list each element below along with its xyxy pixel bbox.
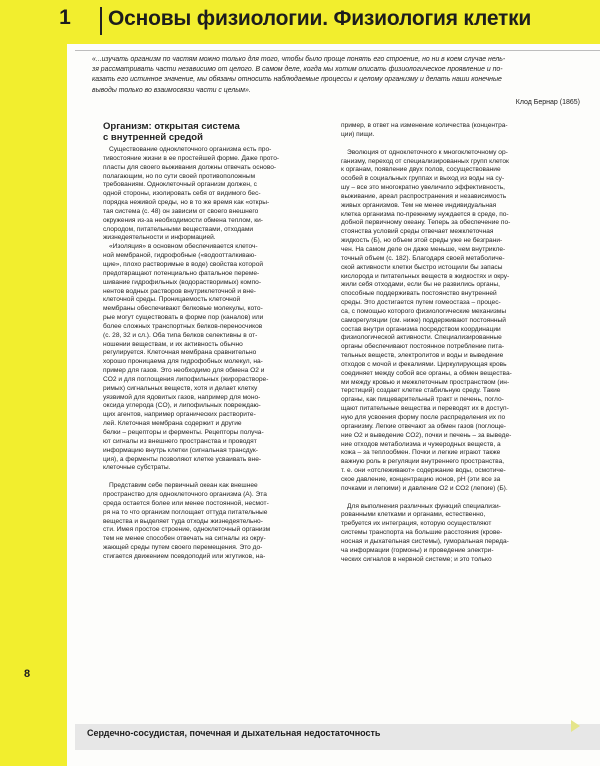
text-line: добной первичному океану. Теперь за обеспечение по-: [341, 219, 511, 227]
text-line: ную для усвоения форму после распределения их по: [341, 414, 506, 421]
text-line: ря на то что организм поглощает оттуда питательные: [103, 508, 268, 516]
quote-line: выводы только во взаимосвязи части с целым».: [92, 86, 251, 94]
text-line: щают питательные вещества и переводят их в доступ-: [341, 405, 509, 413]
text-line: ческих сигналов в нервной системе; и это только: [341, 555, 492, 563]
text-line: Эволюция от одноклеточного к многоклеточному ор-: [347, 148, 508, 156]
text-line: жили себя отходами, если бы не развились органы,: [341, 281, 500, 289]
text-line: системы транспорта на большие расстояния (крове-: [341, 529, 503, 537]
text-line: ции) пищи.: [341, 130, 375, 138]
next-page-triangle-icon: [571, 720, 580, 732]
text-line: пример для газов. Это необходимо для обмена O2 и: [103, 367, 265, 375]
text-line: Существование одноклеточного организма есть про-: [109, 146, 272, 153]
text-line: терстиций) создает клетке стабильную среду. Такие: [341, 387, 501, 395]
quote-author: Клод Бернар (1865): [515, 99, 580, 106]
text-line: клетка организма по-прежнему нуждается в среде, по-: [341, 210, 509, 218]
text-line: предотвращают потенциально фатальное переме-: [103, 269, 260, 277]
text-line: соединяет между собой все органы, а обмен вещества-: [341, 369, 512, 377]
text-line: порядка неживой среды, но в то же время как «откры-: [103, 199, 270, 207]
text-line: кислорода и питательных веществ в жидкостях и окру-: [341, 272, 510, 280]
text-line: ношении веществам, и их активность обычно: [103, 340, 243, 348]
text-line: состав внутри организма посредством координации: [341, 325, 501, 333]
text-line: среды. Это достигается путем гомеостаза – процес-: [341, 299, 501, 307]
text-line: ция), а ферменты позволяют клетке усваивать вне-: [103, 455, 262, 463]
text-line: полагающим, но по сути своей противоположным: [103, 172, 256, 180]
epigraph-quote: [92, 55, 577, 96]
text-line: организму. Легкие отвечают за обмен газов (поглоще-: [341, 422, 506, 430]
text-line: шу – все это многократно увеличило эффективность,: [341, 184, 505, 192]
text-line: «Изоляция» в основном обеспечивается клеточ-: [109, 243, 258, 251]
text-line: жидкость (Б), но объем этой среды уже не безграни-: [341, 237, 503, 245]
text-line: ние O2 и выведение CO2), почки и печень – за выведе-: [341, 431, 512, 439]
text-line: пространство для одноклеточного организма (A). Эта: [103, 491, 267, 499]
text-line: саморегуляции (см. ниже) поддерживают постоянный: [341, 316, 506, 324]
text-line: стигается движением псевдоподий или жгутиков, на-: [103, 552, 266, 560]
page-number: 8: [24, 668, 31, 680]
text-line: пласты для своего выживания должны отвечать осново-: [103, 163, 277, 171]
text-line: важную роль в регуляции внутреннего пространства,: [341, 458, 505, 466]
text-line: кожа – за теплообмен. Почки и легкие играют также: [341, 449, 501, 457]
text-line: са, с помощью которого физиологические механизмы: [341, 307, 507, 315]
text-line: окружения из-за необходимости обмена теплом, ки-: [103, 216, 263, 224]
text-line: щих агентов, например органических растворите-: [103, 411, 256, 419]
text-line: требованиям. Одноклеточный организм должен, с: [103, 181, 257, 189]
text-line: щие», плохо растворимые в воде) свойства которой: [103, 260, 264, 268]
quote-line: «...изучать организм по частям можно только для того, чтобы было проще понять его строение, но ни в коем случае нель-: [92, 56, 506, 63]
text-line: ской активности клетки быстро истощили бы запасы: [341, 263, 503, 271]
text-line: чен. На самом деле он даже меньше, чем внутрикле-: [341, 245, 506, 253]
text-line: клеточной среды. Проницаемость клеточной: [103, 296, 241, 304]
text-line: тельных веществ, электролитов и воды и выведение: [341, 352, 504, 360]
section-heading: Организм: открытая система: [103, 121, 240, 132]
text-line: жизнедеятельности и информацией.: [103, 234, 216, 242]
text-line: физиологической активности. Специализированные: [341, 334, 502, 342]
text-line: живых организмов. Тем не менее индивидуальная: [341, 201, 497, 209]
text-line: способные поддерживать постоянство внутренней: [341, 290, 497, 298]
text-line: слородом, питательными веществами, отходами: [103, 225, 254, 233]
text-line: сти. Имея простое строение, одноклеточный организм: [103, 526, 271, 534]
text-line: (с. 28, 32 и сл.). Оба типа белков селективны в от-: [103, 331, 258, 339]
text-line: одной стороны, изолировать себя от видимого бес-: [103, 190, 261, 198]
chapter-number: 1: [59, 6, 71, 29]
text-line: рованными клетками и органами, естественно,: [341, 511, 486, 519]
text-line: ганизму, переход от специализированных групп клеток: [341, 157, 509, 165]
text-line: пример, в ответ на изменение количества (концентра-: [341, 122, 508, 129]
text-line: регулируется. Клеточная мембрана сравнительно: [103, 349, 257, 357]
chapter-title: Основы физиологии. Физиология клетки: [108, 7, 532, 30]
text-line: рые могут существовать в форме пор (каналов) или: [103, 314, 264, 322]
text-line: нентов водных растворов внутриклеточной и вне-: [103, 287, 256, 295]
header-divider: [100, 7, 102, 35]
text-line: CO2 и для поглощения липофильных (жирорастворе-: [103, 375, 269, 383]
running-title: Сердечно-сосудистая, почечная и дыхательная недостаточность: [87, 728, 381, 738]
text-line: носная и дыхательная системы), гуморальная переда-: [341, 537, 509, 545]
text-line: к органам, появление двух полов, сосуществование: [341, 166, 501, 174]
quote-line: казать его истинное значение, мы обязаны относить наблюдаемые процессы к целому организму и делать наши конечные: [92, 76, 502, 84]
text-line: более сложных транспортных белков-переносчиков: [103, 322, 263, 330]
text-line: требуется их интеграция, которую осуществляют: [341, 520, 492, 528]
text-line: оксида углерода (CO), и липофильных повреждаю-: [103, 402, 261, 410]
text-line: среда остается более или менее постоянной, несмот-: [103, 499, 269, 507]
text-line: особей в социальных группах и выход из воды на су-: [341, 175, 505, 183]
text-line: ной мембраной, гидрофобные («водоотталкиваю-: [103, 252, 257, 260]
text-line: клеточные субстраты.: [103, 464, 171, 472]
right-column: [341, 122, 577, 565]
text-line: тем не менее способен отвечать на сигналы из окру-: [103, 535, 266, 543]
text-line: стоянства условий среды отвечает межклеточная: [341, 228, 494, 236]
text-line: отходов с мочой и фекалиями. Циркулирующая кровь: [341, 360, 507, 368]
text-line: хорошо проницаема для гидрофобных молекул, на-: [103, 358, 263, 366]
text-line: органы обеспечивают постоянное потребление пита-: [341, 343, 505, 351]
section-heading: с внутренней средой: [103, 131, 203, 143]
text-line: мембраны обеспечивают белковые молекулы, кото-: [103, 305, 263, 313]
text-line: уязвимой для ядовитых газов, например для моно-: [103, 393, 261, 401]
text-line: почками и легкими) и давление O2 и CO2 (легкие) (Б).: [341, 484, 508, 492]
text-line: Для выполнения различных функций специализи-: [347, 502, 501, 510]
text-line: ние отходов метаболизма и чужеродных веществ, а: [341, 440, 501, 448]
text-line: тая система (с. 48) он зависим от своего внешнего: [103, 207, 259, 215]
text-line: вещества и выделяет туда отходы жизнедеятельно-: [103, 517, 263, 525]
text-line: выживание, ареал распространения и независимость: [341, 192, 507, 200]
quote-line: зя рассматривать части независимо от целого. В самом деле, когда мы хотим описать физиологическое проявление и по-: [92, 66, 503, 74]
text-line: т. е. они «отслеживают» содержание воды, осмотиче-: [341, 467, 506, 475]
quote-divider: [75, 50, 600, 51]
side-accent-bar: [0, 44, 67, 766]
text-line: ют сигналы из внешнего пространства и проводят: [103, 437, 257, 445]
text-line: тивостояние жизни в ее простейшей форме. Даже прото-: [103, 154, 280, 162]
text-line: жающей среды путем своего перемещения. Это до-: [103, 544, 263, 552]
text-line: точный объем (с. 182). Благодаря своей метаболиче-: [341, 254, 505, 262]
text-line: римых) сигнальных веществ, хотя и делает клетку: [103, 384, 258, 392]
text-line: лей. Клеточная мембрана содержит и другие: [103, 420, 242, 428]
text-line: ское давление, концентрацию ионов, pH (эти все за: [341, 475, 501, 483]
text-line: белки – рецепторы и ферменты. Рецепторы получа-: [103, 429, 264, 436]
text-line: Представим себе первичный океан как внешнее: [109, 482, 258, 490]
text-line: ми между кровью и межклеточным пространством (ин-: [341, 378, 510, 386]
left-column: [103, 122, 319, 562]
text-line: ча информации (гормоны) и проведение электри-: [341, 546, 494, 554]
text-line: информацию внутрь клетки (сигнальная трансдук-: [103, 446, 258, 454]
text-line: шивание гидрофильных (водорастворимых) компо-: [103, 278, 262, 286]
text-line: органы, как пищеварительный тракт и печень, погло-: [341, 396, 504, 404]
